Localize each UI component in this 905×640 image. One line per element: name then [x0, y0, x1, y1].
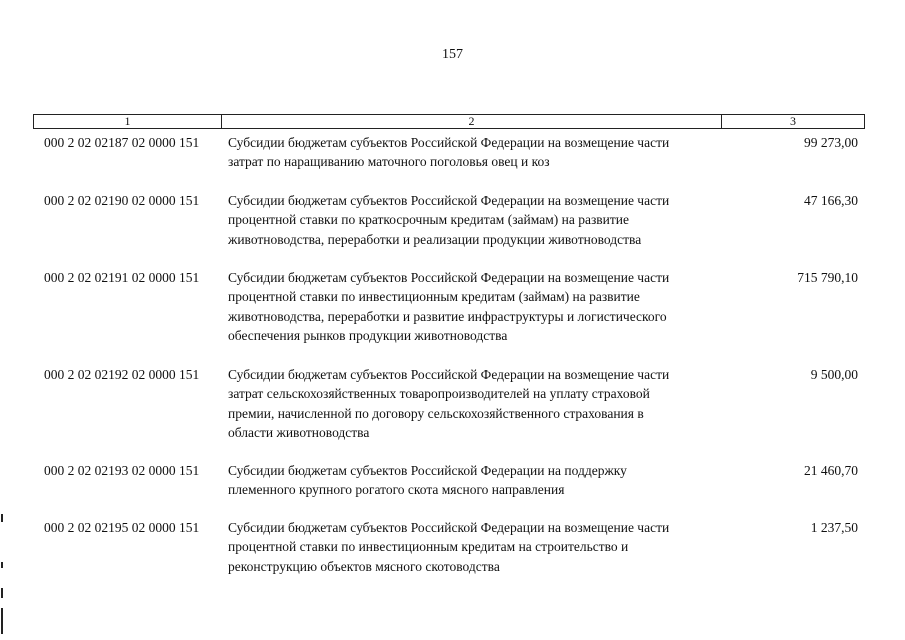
budget-code: 000 2 02 02190 02 0000 151 [44, 193, 200, 208]
description [228, 461, 728, 500]
description-line: обеспечения рынков продукции животноводства [228, 327, 508, 343]
description-line: затрат сельскохозяйственных товаропроизводителей на уплату страховой [228, 386, 650, 402]
amount: 47 166,30 [804, 193, 858, 208]
description-line: реконструкцию объектов мясного скотоводства [228, 558, 500, 574]
description-line: процентной ставки по инвестиционным кредитам на строительство и [228, 539, 629, 555]
budget-code: 000 2 02 02193 02 0000 151 [44, 463, 200, 478]
column-header-3: 3 [790, 114, 796, 128]
column-header-2: 2 [222, 115, 722, 128]
scan-margin-mark [1, 588, 3, 598]
description-line: Субсидии бюджетам субъектов Российской Федерации на возмещение части [228, 367, 670, 382]
column-header-1: 1 [34, 115, 222, 128]
budget-code: 000 2 02 02191 02 0000 151 [44, 270, 200, 285]
description-line: животноводства, переработки и развитие инфраструктуры и логистического [228, 308, 667, 324]
description [228, 365, 728, 442]
budget-code: 000 2 02 02195 02 0000 151 [44, 520, 200, 535]
amount: 1 237,50 [810, 520, 858, 535]
description-line: Субсидии бюджетам субъектов Российской Федерации на возмещение части [228, 270, 670, 285]
description-line: животноводства, переработки и реализации продукции животноводства [228, 231, 642, 247]
description [228, 518, 728, 576]
description-line: процентной ставки по инвестиционным кредитам (займам) на развитие [228, 289, 640, 305]
description [228, 191, 728, 249]
description [228, 133, 728, 172]
amount: 9 500,00 [810, 367, 858, 382]
page-number: 157 [442, 47, 463, 62]
budget-code: 000 2 02 02187 02 0000 151 [44, 135, 200, 150]
description-line: Субсидии бюджетам субъектов Российской Федерации на поддержку [228, 463, 627, 478]
description-line: племенного крупного рогатого скота мясного направления [228, 482, 565, 498]
budget-code: 000 2 02 02192 02 0000 151 [44, 367, 200, 382]
description-line: затрат по наращиванию маточного поголовья овец и коз [228, 154, 550, 170]
table-header [33, 114, 865, 129]
scan-margin-mark [1, 514, 3, 522]
description-line: Субсидии бюджетам субъектов Российской Федерации на возмещение части [228, 193, 670, 208]
description-line: области животноводства [228, 424, 370, 440]
description-line: Субсидии бюджетам субъектов Российской Федерации на возмещение части [228, 520, 670, 535]
description-line: процентной ставки по краткосрочным кредитам (займам) на развитие [228, 212, 629, 228]
amount: 21 460,70 [804, 463, 858, 478]
amount: 715 790,10 [797, 270, 858, 285]
scan-margin-mark [1, 608, 3, 634]
scan-margin-mark [1, 562, 3, 568]
description-line: Субсидии бюджетам субъектов Российской Федерации на возмещение части [228, 135, 670, 150]
amount: 99 273,00 [804, 135, 858, 150]
description [228, 268, 728, 345]
description-line: премии, начисленной по договору сельскохозяйственного страхования в [228, 405, 644, 421]
